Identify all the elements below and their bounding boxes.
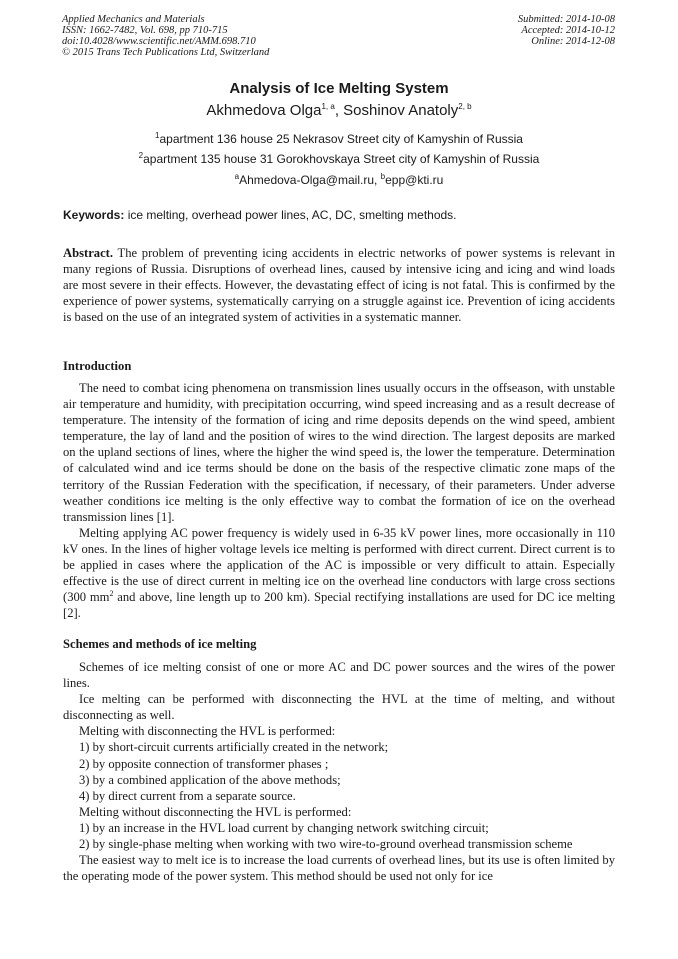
schemes-paragraph-3: Melting with disconnecting the HVL is performed: (79, 724, 336, 739)
schemes-paragraph-5: The easiest way to melt ice is to increase the load currents of overhead lines, but its use is often limited by the operating mode of the power system. This method should be used not only for ice (63, 853, 615, 884)
introduction-heading: Introduction (63, 359, 132, 373)
schemes-heading: Schemes and methods of ice melting (63, 637, 257, 651)
schemes-paragraph-1: Schemes of ice melting consist of one or more AC and DC power sources and the wires of the power lines. (63, 660, 615, 691)
email-b: epp@kti.ru (385, 173, 444, 187)
affiliation-1-sup: 1 (155, 131, 160, 140)
keywords-text: ice melting, overhead power lines, AC, DC, smelting methods. (124, 208, 457, 222)
affiliation-2-text: apartment 135 house 31 Gorokhovskaya Street city of Kamyshin of Russia (143, 152, 540, 166)
doi-line: doi:10.4028/www.scientific.net/AMM.698.710 (62, 36, 256, 47)
author-1-sup: 1, a (321, 102, 335, 111)
introduction-body (63, 380, 615, 621)
intro-paragraph-2 (63, 525, 615, 622)
schemes-paragraph-2: Ice melting can be performed with disconnecting the HVL at the time of melting, and without disconnecting as well. (63, 692, 615, 723)
submitted-date: Submitted: 2014-10-08 (517, 14, 615, 25)
paper-title: Analysis of Ice Melting System (229, 80, 449, 97)
intro-p2-part-b: and above, line length up to 200 km). Special rectifying installations are used for DC ice melting [2]. (63, 590, 615, 621)
online-date: Online: 2014-12-08 (531, 36, 615, 47)
list-item: 3) by a combined application of the above methods; (79, 772, 341, 787)
accepted-date: Accepted: 2014-10-12 (521, 25, 615, 36)
intro-paragraph-1: The need to combat icing phenomena on transmission lines usually occurs in the offseason, with unstable air temperature and humidity, with precipitation occurring, wind speed increasing and as a result decrease of temperature. The intensity of the formation of icing and rime deposits depends on the wind speed, ambient temperature, the lay of land and the position of wires to the wind direction. The largest deposits are marked on the upland sections of lines, where the higher the wind speed is, the lower the temperature. Determination of calculated wind and ice terms should be done on the basis of the respective climatic zone maps of the territory of the Russian Federation with the specification, if necessary, of their parameters. Under adverse weather conditions ice melting is the only effective way to combat the formation of ice on the overhead transmission lines [1]. (63, 381, 615, 524)
intro-p2-part-a: Melting applying AC power frequency is widely used in 6-35 kV power lines, more occasionally in 110 kV ones. In the lines of higher voltage levels ice melting is performed with direct current. Direct current is to be applied in cases where the application of the AC is impossible or very difficult to attain. Especially effective is the use of direct current in melting ice on the overhead line conductors with large cross sections (300 mm (63, 525, 615, 605)
keywords (63, 208, 615, 222)
journal-header (62, 14, 615, 64)
abstract (63, 245, 615, 325)
email-a-sup: a (234, 172, 240, 181)
journal-name: Applied Mechanics and Materials (62, 14, 205, 25)
author-separator: , (334, 102, 344, 119)
abstract-label: Abstract. (63, 246, 114, 260)
schemes-body (63, 659, 615, 884)
email-b-sup: b (380, 172, 386, 181)
abstract-text: The problem of preventing icing accidents in electric networks of power systems is relevant in many regions of Russia. Disruptions of overhead lines, caused by intensive icing and icing and wind loads are most severe in their effects. However, the devastating effect of icing is not fatal. This is confirmed by the experience of power systems, systematically carrying on a struggle against ice. Prevention of icing accidents is based on the use of an integrated system of activities in a systematic manner. (63, 246, 615, 325)
intro-p2-sup: 2 (109, 589, 114, 599)
author-2-name: Soshinov Anatoly (343, 102, 459, 119)
author-line (0, 102, 678, 119)
author-2-sup: 2, b (458, 102, 472, 111)
copyright-line: © 2015 Trans Tech Publications Ltd, Switzerland (62, 47, 270, 58)
list-item: 1) by an increase in the HVL load current by changing network switching circuit; (79, 820, 489, 835)
issn-line: ISSN: 1662-7482, Vol. 698, pp 710-715 (62, 25, 228, 36)
keywords-label: Keywords: (63, 208, 125, 222)
schemes-paragraph-4: Melting without disconnecting the HVL is performed: (79, 804, 352, 819)
affiliation-2 (0, 152, 678, 166)
list-item: 1) by short-circuit currents artificially created in the network; (79, 740, 389, 755)
affiliation-1-text: apartment 136 house 25 Nekrasov Street city of Kamyshin of Russia (159, 132, 523, 146)
email-line (0, 173, 678, 187)
email-a: Ahmedova-Olga@mail.ru, (239, 173, 381, 187)
list-item: 2) by opposite connection of transformer phases ; (79, 756, 329, 771)
affiliation-2-sup: 2 (138, 151, 144, 160)
affiliation-1 (0, 132, 678, 146)
list-item: 2) by single-phase melting when working with two wire-to-ground overhead transmission scheme (79, 837, 573, 852)
list-item: 4) by direct current from a separate source. (79, 788, 296, 803)
author-1-name: Akhmedova Olga (206, 102, 322, 119)
header-left (62, 14, 269, 58)
header-right (518, 14, 615, 47)
